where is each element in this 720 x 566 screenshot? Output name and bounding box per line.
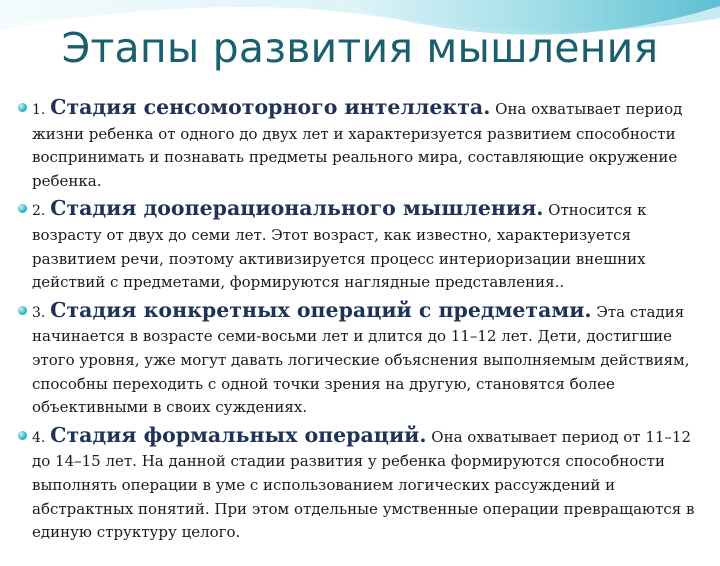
bullet-icon — [18, 306, 27, 315]
stage-number: 2. — [32, 203, 46, 220]
stages-list — [18, 96, 700, 549]
stage-text: Относится к возрасту от двух до семи лет. Этот возраст, как известно, характеризуется развитием речи, поэтому активизируется процесс интериоризации внешних действий с предметами, формируются наглядные представления.. — [32, 201, 647, 292]
bullet-icon — [18, 103, 27, 112]
stage-text: Эта стадия начинается в возрасте семи-восьми лет и длится до 11–12 лет. Дети, достигшие этого уровня, уже могут давать логические объяснения выполняемым действиям, способны переходить с одной точки зрения на другую, становятся более объективными в своих суждениях. — [32, 302, 690, 417]
stage-text: Она охватывает период от 11–12 до 14–15 лет. На данной стадии развития у ребенка формируются способности выполнять операции в уме с использованием логических рассуждений и абстрактных понятий. При этом отдельные умственные операции превращаются в единую структуру целого. — [32, 427, 695, 542]
stage-heading: Стадия конкретных операций с предметами. — [50, 297, 592, 322]
stage-number: 4. — [32, 429, 46, 446]
stage-number: 1. — [32, 102, 46, 118]
stage-number: 3. — [32, 304, 46, 321]
page-title: Этапы развития мышления — [61, 24, 659, 72]
list-item-stage-4 — [18, 424, 700, 545]
stage-heading: Стадия сенсомоторного интеллекта. — [50, 95, 491, 119]
stage-heading: Стадия дооперационального мышления. — [50, 196, 544, 221]
bullet-icon — [18, 204, 27, 213]
stage-text: Она охватывает период жизни ребенка от одного до двух лет и характеризуется развитием способности воспринимать и познавать предметы реального мира, составляющие окружение ребенка. — [32, 100, 683, 190]
list-item-stage-2 — [18, 197, 700, 294]
bullet-icon — [18, 431, 27, 440]
list-item-stage-1 — [18, 96, 700, 193]
list-item-stage-3 — [18, 299, 700, 420]
stage-heading: Стадия формальных операций. — [50, 422, 427, 447]
